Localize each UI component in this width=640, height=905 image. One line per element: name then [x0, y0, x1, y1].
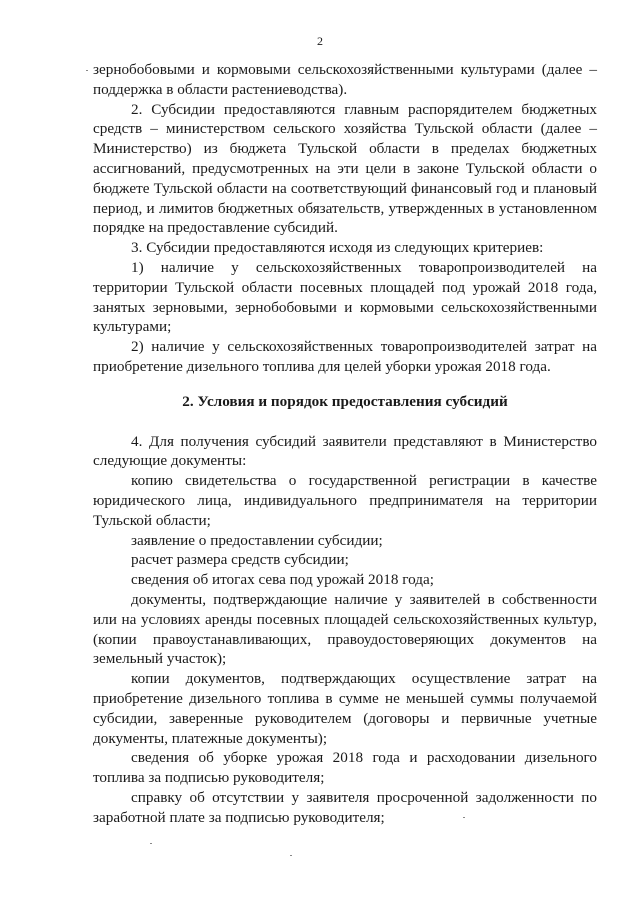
document-item-application: заявление о предоставлении субсидии;	[131, 531, 383, 549]
scan-speck	[290, 855, 292, 856]
paragraph-4: 4. Для получения субсидий заявители представляют в Министерство следующие документы:	[93, 432, 597, 470]
document-item-land-ownership: документы, подтверждающие наличие у заявителей в собственности или на условиях аренды посевных площадей сельскохозяйственных культур, (копии правоустанавливающих, правоудостоверяющих документов на земельный участок);	[93, 590, 597, 668]
document-item-fuel-expenses: копии документов, подтверждающих осуществление затрат на приобретение дизельного топлива в сумме не меньшей суммы получаемой субсидии, заверенные руководителем (договоры и первичные учетные документы, платежные документы);	[93, 670, 597, 747]
paragraph-continuation: зернобобовыми и кормовыми сельскохозяйственными культурами (далее – поддержка в области растениеводства).	[93, 61, 597, 98]
document-item-calculation: расчет размера средств субсидии;	[131, 551, 349, 569]
criterion-1: 1) наличие у сельскохозяйственных товаропроизводителей на территории Тульской области посевных площадей под урожай 2018 года, занятых зерновыми, зернобобовыми и кормовыми сельскохозяйственными культурами;	[93, 258, 597, 336]
scan-speck	[463, 817, 465, 818]
document-item-registration-copy: копию свидетельства о государственной регистрации в качестве юридического лица, индивидуального предпринимателя на территории Тульской области;	[93, 472, 597, 529]
document-body	[93, 60, 597, 827]
section-heading: 2. Условия и порядок предоставления субсидий	[182, 392, 508, 410]
paragraph-3: 3. Субсидии предоставляются исходя из следующих критериев:	[131, 239, 544, 257]
scan-speck	[150, 843, 152, 844]
document-item-sowing-results: сведения об итогах сева под урожай 2018 года;	[131, 571, 434, 589]
document-item-harvest-info: сведения об уборке урожая 2018 года и расходовании дизельного топлива за подписью руководителя;	[93, 749, 597, 787]
scan-speck	[86, 70, 88, 71]
paragraph-2: 2. Субсидии предоставляются главным распорядителем бюджетных средств – министерством сельского хозяйства Тульской области (далее – Министерство) из бюджета Тульской области в пределах бюджетных ассигнований, предусмотренных на эти цели в законе Тульской области о бюджете Тульской области на соответствующий финансовый год и плановый период, и лимитов бюджетных обязательств, утвержденных в установленном порядке на предоставление субсидий.	[93, 100, 597, 237]
criterion-2: 2) наличие у сельскохозяйственных товаропроизводителей затрат на приобретение дизельного топлива для целей уборки урожая 2018 года.	[93, 338, 597, 375]
page-number: 2	[317, 34, 323, 48]
document-item-no-wage-debt: справку об отсутствии у заявителя просроченной задолженности по заработной плате за подписью руководителя;	[93, 788, 597, 826]
